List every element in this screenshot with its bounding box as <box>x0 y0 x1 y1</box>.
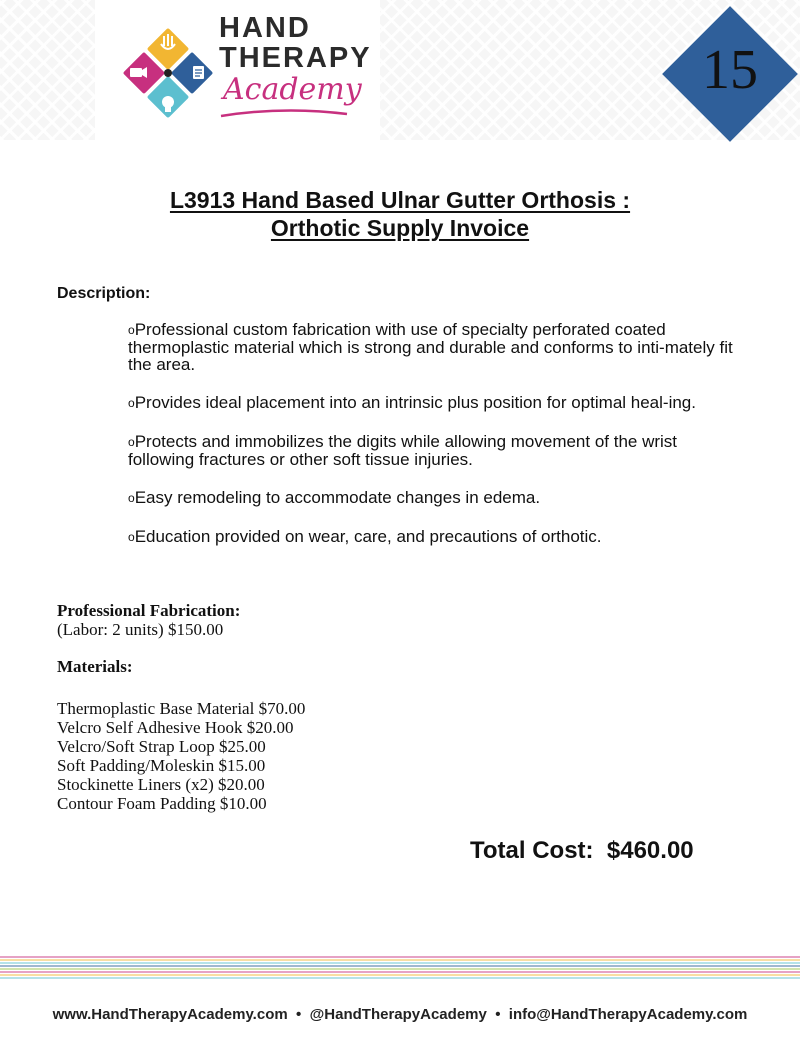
fabrication-label: Professional Fabrication: <box>57 601 241 620</box>
footer-separator: • <box>495 1006 501 1023</box>
bullet-marker: o <box>128 491 135 505</box>
description-item-text: Education provided on wear, care, and precautions of orthotic. <box>134 527 602 546</box>
materials-item: Velcro/Soft Strap Loop $25.00 <box>57 737 266 756</box>
materials-item: Velcro Self Adhesive Hook $20.00 <box>57 718 294 737</box>
fabrication-detail: (Labor: 2 units) $150.00 <box>57 620 224 639</box>
page-number-badge <box>662 6 798 142</box>
stripe <box>0 971 800 973</box>
description-item <box>128 528 740 546</box>
stripe <box>0 959 800 961</box>
materials-item: Contour Foam Padding $10.00 <box>57 794 267 813</box>
stripe <box>0 962 800 964</box>
description-item-text: Protects and immobilizes the digits while allowing movement of the wrist following fractures or other soft tissue injuries. <box>128 432 678 469</box>
bullet-marker: o <box>128 396 135 410</box>
materials-item: Thermoplastic Base Material $70.00 <box>57 699 306 718</box>
total-label: Total Cost: <box>470 837 594 864</box>
total-amount: $460.00 <box>606 837 694 864</box>
stripe <box>0 974 800 976</box>
description-item <box>128 433 740 468</box>
logo-diamonds-icon <box>113 18 223 128</box>
title-line-1: L3913 Hand Based Ulnar Gutter Orthosis : <box>169 187 631 213</box>
document-title <box>0 186 800 242</box>
bullet-marker: o <box>128 323 135 337</box>
total-cost <box>470 837 694 865</box>
materials-label: Materials: <box>57 657 133 676</box>
footer-separator: • <box>296 1006 302 1023</box>
logo-swoosh-icon <box>219 106 349 120</box>
materials-item: Soft Padding/Moleskin $15.00 <box>57 756 266 775</box>
logo-text-therapy: THERAPY <box>219 42 372 74</box>
logo-text-hand: HAND <box>219 12 311 44</box>
description-item-text: Professional custom fabrication with use of specialty perforated coated thermoplastic material which is strong and durable and conforms to inti-mately fit the area. <box>128 320 733 374</box>
logo-text-academy: Academy <box>223 72 362 107</box>
description-item-text: Provides ideal placement into an intrinsic plus position for optimal heal-ing. <box>134 393 696 412</box>
description-label: Description: <box>57 285 151 302</box>
footer-contact <box>0 1006 800 1023</box>
description-item <box>128 489 740 507</box>
stripe <box>0 968 800 970</box>
logo <box>95 0 380 140</box>
stripe <box>0 977 800 979</box>
bullet-marker: o <box>128 530 135 544</box>
page-number: 15 <box>702 39 758 101</box>
footer-handle-link[interactable]: @HandTherapyAcademy <box>309 1006 487 1023</box>
title-line-2: Orthotic Supply Invoice <box>270 215 530 241</box>
materials-list <box>57 699 305 813</box>
fabrication-section <box>57 601 240 639</box>
materials-section <box>57 657 133 676</box>
page-header <box>0 0 800 140</box>
materials-item: Stockinette Liners (x2) $20.00 <box>57 775 265 794</box>
description-item-text: Easy remodeling to accommodate changes in edema. <box>134 488 541 507</box>
description-item <box>128 321 740 373</box>
bullet-marker: o <box>128 435 135 449</box>
description-list <box>128 321 740 567</box>
stripe <box>0 965 800 967</box>
stripe <box>0 956 800 958</box>
footer-email-link[interactable]: info@HandTherapyAcademy.com <box>508 1006 748 1023</box>
decorative-stripes <box>0 956 800 984</box>
footer-website-link[interactable]: www.HandTherapyAcademy.com <box>52 1006 288 1023</box>
description-item <box>128 394 740 412</box>
